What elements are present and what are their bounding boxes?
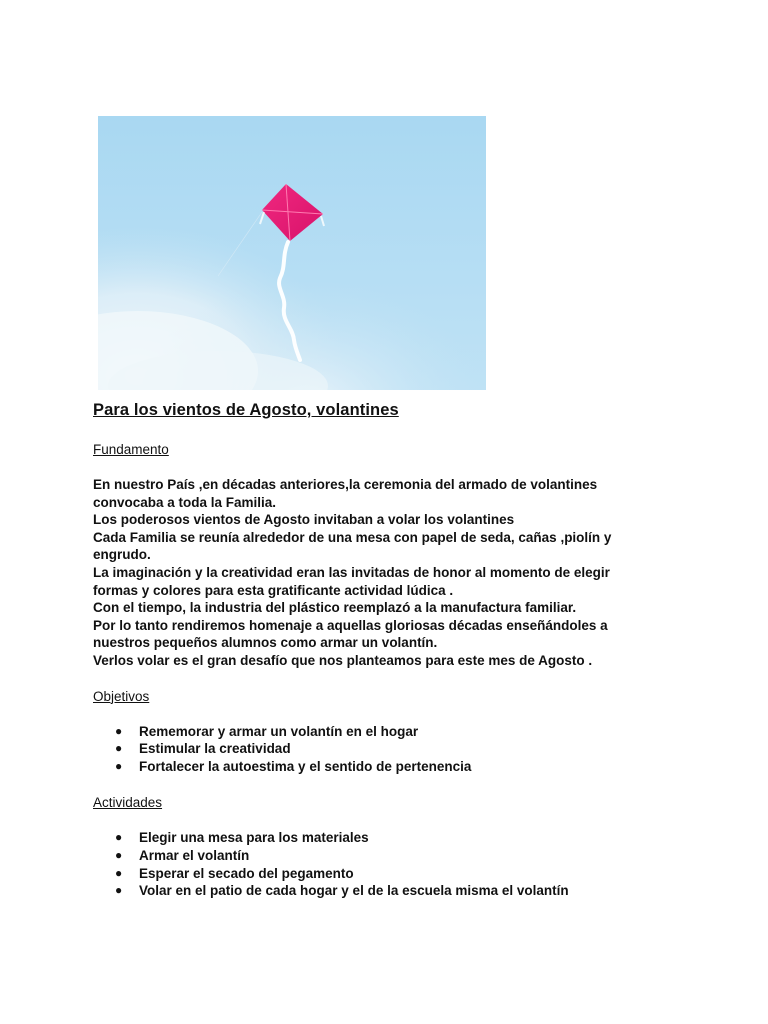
fundamento-line: La imaginación y la creatividad eran las invitadas de honor al momento de elegir [93, 564, 610, 580]
bullet-icon: ● [115, 741, 123, 756]
fundamento-line: formas y colores para esta gratificante actividad lúdica . [93, 582, 454, 598]
fundamento-heading: Fundamento [93, 442, 169, 457]
fundamento-line: En nuestro País ,en décadas anteriores,la ceremonia del armado de volantines [93, 477, 598, 492]
document-body [93, 398, 653, 900]
fundamento-line: nuestros pequeños alumnos como armar un volantín. [93, 635, 438, 651]
list-item: ● Estimular la creatividad [115, 741, 291, 757]
list-item: ● Armar el volantín [115, 847, 250, 863]
list-item: ● Esperar el secado del pegamento [115, 865, 354, 881]
bullet-icon: ● [115, 759, 123, 774]
page-title: Para los vientos de Agosto, volantines [93, 401, 399, 419]
list-item: ● Rememorar y armar un volantín en el hogar [115, 723, 419, 739]
fundamento-line: Verlos volar es el gran desafío que nos planteamos para este mes de Agosto . [93, 652, 593, 668]
objetivos-heading: Objetivos [93, 688, 150, 704]
fundamento-paragraph [93, 476, 653, 670]
fundamento-line: engrudo. [93, 547, 151, 563]
list-item: ● Volar en el patio de cada hogar y el de la escuela misma el volantín [115, 883, 569, 899]
bullet-icon: ● [115, 829, 123, 844]
list-item: ● Elegir una mesa para los materiales [115, 829, 369, 845]
bullet-icon: ● [115, 723, 123, 738]
fundamento-line: Con el tiempo, la industria del plástico reemplazó a la manufactura familiar. [93, 600, 577, 616]
objetivos-list [93, 723, 653, 776]
fundamento-line: convocaba a toda la Familia. [93, 494, 277, 510]
fundamento-line: Los poderosos vientos de Agosto invitaban a volar los volantines [93, 512, 515, 528]
bullet-icon: ● [115, 883, 123, 898]
bullet-icon: ● [115, 865, 123, 880]
actividades-list [93, 829, 653, 900]
fundamento-line: Cada Familia se reunía alrededor de una mesa con papel de seda, cañas ,piolín y [93, 529, 612, 545]
bullet-icon: ● [115, 847, 123, 862]
fundamento-line: Por lo tanto rendiremos homenaje a aquellas gloriosas décadas enseñándoles a [93, 617, 608, 633]
list-item: ● Fortalecer la autoestima y el sentido de pertenencia [115, 759, 472, 775]
actividades-heading: Actividades [93, 794, 163, 810]
kite-photo [98, 116, 486, 390]
